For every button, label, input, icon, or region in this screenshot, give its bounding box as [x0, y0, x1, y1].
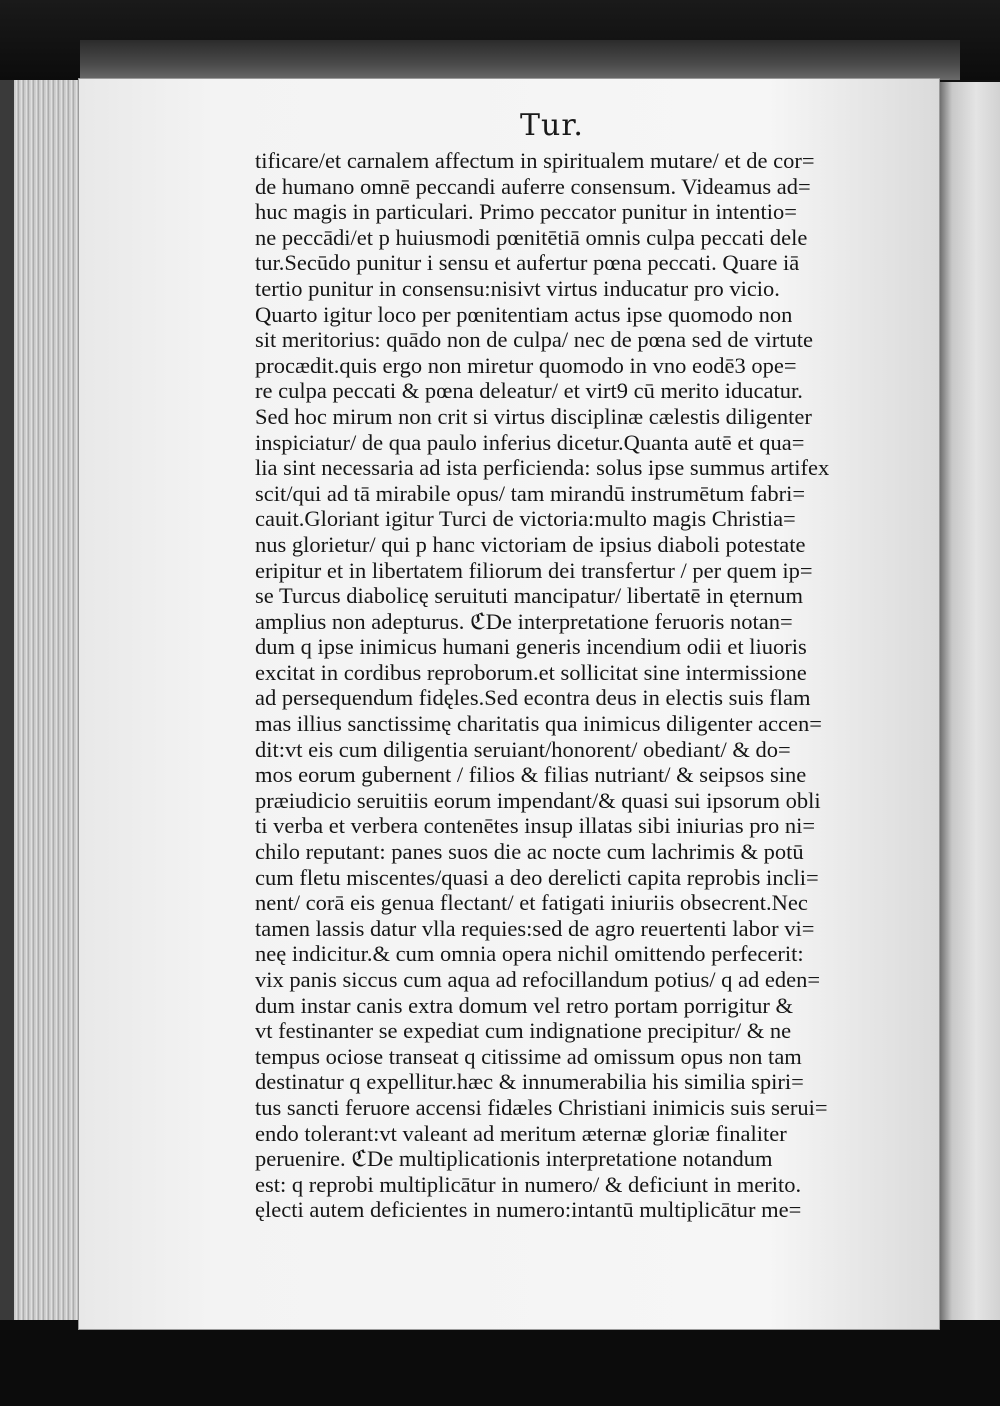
text-line: nus glorietur/ qui p hanc victoriam de ipsius diaboli potestate	[255, 531, 806, 557]
text-line: tur.Secūdo punitur i sensu et aufertur pœna peccati. Quare iā	[255, 250, 800, 276]
text-line: inspiciatur/ de qua paulo inferius dicetur.Quanta autē et qua=	[255, 429, 805, 455]
text-line: scit/qui ad tā mirabile opus/ tam mirandū instrumētum fabri=	[255, 480, 806, 506]
text-line: tamen lassis datur vlla requies:sed de agro reuertenti labor vi=	[255, 915, 815, 941]
text-line: se Turcus diabolicę seruituti mancipatur/ libertatē in ęternum	[255, 583, 803, 609]
text-line: neę indicitur.& cum omnia opera nichil omittendo perfecerit:	[255, 941, 804, 967]
text-line: dum instar canis extra domum vel retro portam porrigitur &	[255, 992, 793, 1018]
text-line: cum fletu miscentes/quasi a deo derelicti capita reprobis incli=	[255, 864, 819, 890]
book-cover-edge	[80, 40, 960, 80]
binding-shadow	[0, 80, 14, 1320]
background-bottom	[0, 1320, 1000, 1406]
text-line: Sed hoc mirum non crit si virtus disciplinæ cælestis diligenter	[255, 403, 812, 429]
text-line: mas illius sanctissimę charitatis qua inimicus diligenter accen=	[255, 711, 822, 737]
text-line: ti verba et verbera contenētes insup illatas sibi iniurias pro ni=	[255, 813, 816, 839]
text-line: amplius non adepturus. ℭDe interpretatione feruoris notan=	[255, 608, 793, 634]
text-line: præiudicio seruitiis eorum impendant/& quasi sui ipsorum obli	[255, 787, 821, 813]
text-line: sit meritorius: quādo non de culpa/ nec de pœna sed de virtute	[255, 327, 813, 353]
text-line: nent/ corā eis genua flectant/ et fatigati iniuriis obsecrent.Nec	[255, 890, 808, 916]
text-line: dit:vt eis cum diligentia seruiant/honorent/ obediant/ & do=	[255, 736, 791, 762]
body-text	[255, 148, 885, 1223]
text-line: est: q reprobi multiplicātur in numero/ & deficiunt in merito.	[255, 1171, 802, 1197]
text-line: ne peccādi/et p huiusmodi pœnitētiā omnis culpa peccati dele	[255, 224, 808, 250]
text-line: chilo reputant: panes suos die ac nocte cum lachrimis & potū	[255, 839, 804, 865]
text-line: endo tolerant:vt valeant ad meritum æternæ gloriæ finaliter	[255, 1120, 787, 1146]
text-line: mos eorum gubernent / filios & filias nutriant/ & seipsos sine	[255, 762, 807, 788]
text-line: tempus ociose transeat q citissime ad omissum opus non tam	[255, 1043, 802, 1069]
ink-speck	[600, 1305, 608, 1313]
facing-page-edge	[940, 82, 1000, 1332]
text-line: tus sancti feruore accensi fidæles Christiani inimicis suis serui=	[255, 1094, 828, 1120]
text-line: cauit.Gloriant igitur Turci de victoria:multo magis Christia=	[255, 506, 796, 532]
text-line: de humano omnē peccandi auferre consensum. Videamus ad=	[255, 173, 811, 199]
text-line: procædit.quis ergo non miretur quomodo in vno eodē3 ope=	[255, 352, 797, 378]
text-line: huc magis in particulari. Primo peccator punitur in intentio=	[255, 199, 797, 225]
text-line: eripitur et in libertatem filiorum dei transfertur / per quem ip=	[255, 557, 813, 583]
text-line: ad persequendum fidęles.Sed econtra deus in electis suis flam	[255, 685, 811, 711]
text-line: excitat in cordibus reproborum.et sollicitat sine intermissione	[255, 659, 807, 685]
text-line: Quarto igitur loco per pœnitentiam actus ipse quomodo non	[255, 301, 793, 327]
text-line: tificare/et carnalem affectum in spiritualem mutare/ et de cor=	[255, 148, 815, 173]
text-line: destinatur q expellitur.hæc & innumerabilia his similia spiri=	[255, 1069, 804, 1095]
text-line: tertio punitur in consensu:nisivt virtus inducatur pro vicio.	[255, 275, 780, 301]
text-line: vt festinanter se expediat cum indignatione precipitur/ & ne	[255, 1018, 792, 1044]
text-line: vix panis siccus cum aqua ad refocillandum potius/ q ad eden=	[255, 967, 821, 992]
text-line: re culpa peccati & pœna deleatur/ et virt9 cū merito iducatur.	[255, 378, 803, 404]
text-line: lia sint necessaria ad ista perficienda: solus ipse summus artifex	[255, 455, 830, 481]
text-line: dum q ipse inimicus humani generis incendium odii et liuoris	[255, 634, 807, 660]
text-line: peruenire. ℭDe multiplicationis interpretatione notandum	[255, 1146, 773, 1172]
text-line: ęlecti autem deficientes in numero:intantū multiplicātur me=	[255, 1197, 802, 1223]
running-header: Tur.	[520, 108, 584, 143]
